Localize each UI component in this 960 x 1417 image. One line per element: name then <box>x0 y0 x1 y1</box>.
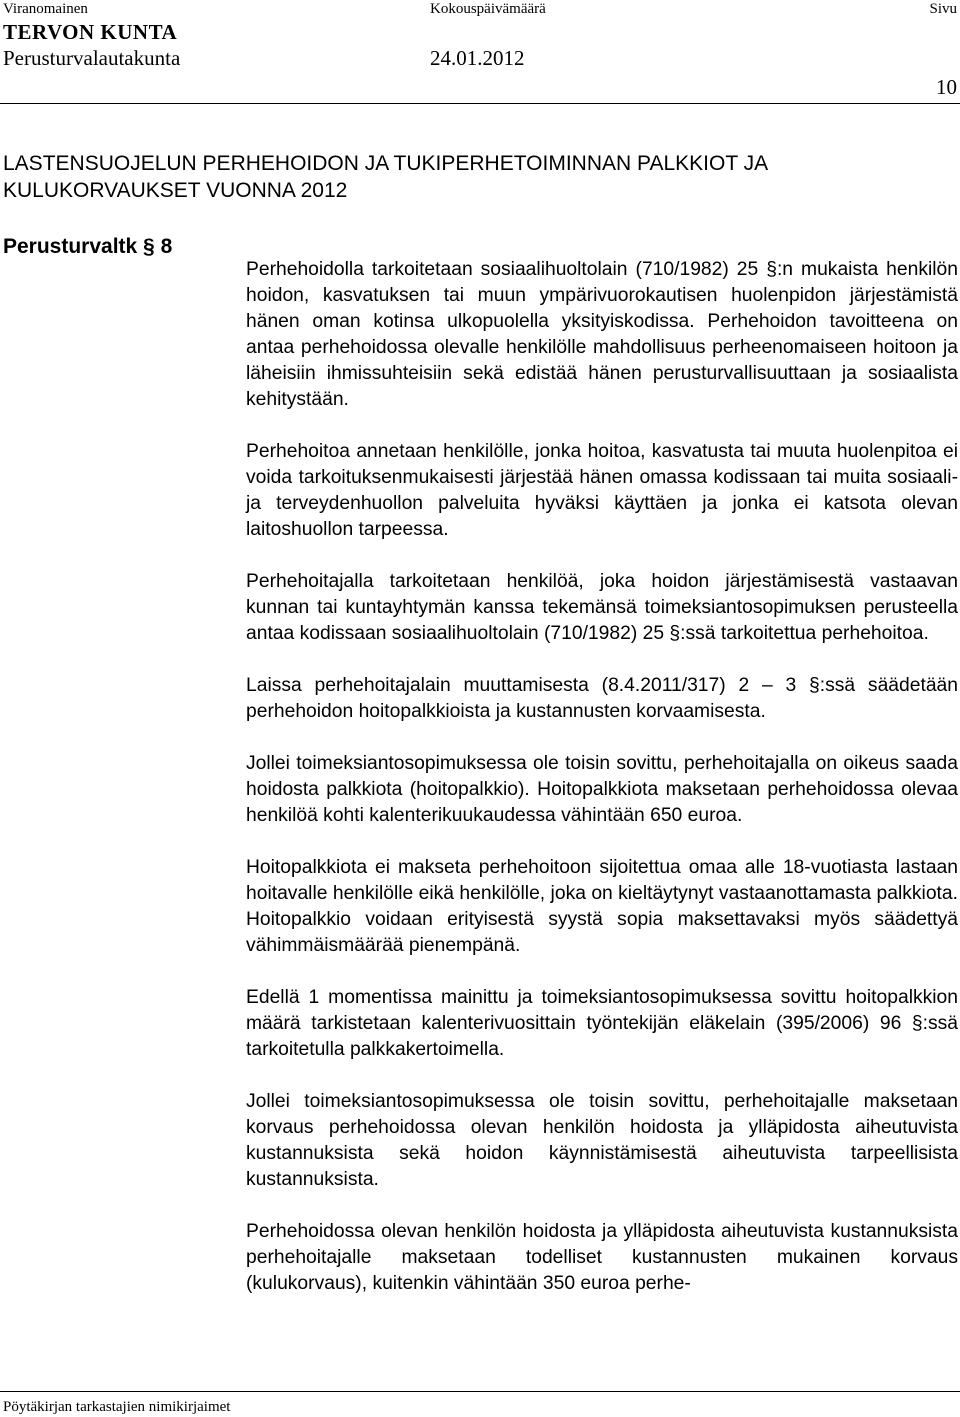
header-divider <box>0 103 960 104</box>
document-body <box>246 257 958 1323</box>
footer-divider <box>0 1391 960 1392</box>
meeting-date: 24.01.2012 <box>430 46 525 70</box>
meeting-date-column-label: Kokouspäivämäärä <box>430 1 546 17</box>
paragraph: Perhehoitajalla tarkoitetaan henkilöä, joka hoidon järjestämisestä vastaavan kunnan tai kuntayhtymän kanssa tekemänsä toimeksiantosopimuksen perusteella antaa kodissaan sosiaalihuoltolain (710/1982) 25 §:ssä tarkoitettua perhehoitoa. <box>246 571 958 644</box>
organization-name: TERVON KUNTA <box>3 20 178 44</box>
paragraph: Perhehoidossa olevan henkilön hoidosta ja ylläpidosta aiheutuvista kustannuksista perhehoitajalle maksetaan todelliset kustannusten mukainen korvaus (kulukorvaus), kuitenkin vähintään 350 euroa perhe- <box>246 1221 958 1294</box>
committee-name: Perusturvalautakunta <box>3 46 181 70</box>
document-title: LASTENSUOJELUN PERHEHOIDON JA TUKIPERHETOIMINNAN PALKKIOT JA KULUKORVAUKSET VUONNA 2012 <box>3 152 767 202</box>
page-column-label: Sivu <box>929 1 957 17</box>
footer-initials-label: Pöytäkirjan tarkastajien nimikirjaimet <box>3 1399 231 1415</box>
paragraph: Perhehoitoa annetaan henkilölle, jonka hoitoa, kasvatusta tai muuta huolenpitoa ei voida tarkoituksenmukaisesti järjestää hänen omassa kodissaan tai muita sosiaali- ja terveydenhuollon palveluita hyväksi käyttäen ja jonka ei katsota olevan laitoshuollon tarpeessa. <box>246 441 958 540</box>
authority-column-label: Viranomainen <box>3 1 88 17</box>
paragraph: Jollei toimeksiantosopimuksessa ole toisin sovittu, perhehoitajalla on oikeus saada hoidosta palkkiota (hoitopalkkio). Hoitopalkkiota maksetaan perhehoidossa olevaa henkilöä kohti kalenterikuukaudessa vähintään 650 euroa. <box>246 753 958 826</box>
paragraph: Jollei toimeksiantosopimuksessa ole toisin sovittu, perhehoitajalle maksetaan korvaus perhehoidossa olevan henkilön hoidosta ja ylläpidosta aiheutuvista kustannuksista sekä hoidon käynnistämisestä aiheutuvista tarpeellisista kustannuksista. <box>246 1091 958 1190</box>
page-number: 10 <box>936 75 957 99</box>
section-reference: Perusturvaltk § 8 <box>3 235 173 258</box>
paragraph: Hoitopalkkiota ei makseta perhehoitoon sijoitettua omaa alle 18-vuotiasta lastaan hoitavalle henkilölle eikä henkilölle, joka on kieltäytynyt vastaanottamasta palkkiota. Hoitopalkkio voidaan erityisestä syystä sopia maksettavaksi myös säädettyä vähimmäismäärää pienempänä. <box>246 857 958 956</box>
paragraph: Perhehoidolla tarkoitetaan sosiaalihuoltolain (710/1982) 25 §:n mukaista henkilön hoidon, kasvatuksen tai muun ympärivuorokautisen huolenpidon järjestämistä hänen oman kotinsa ulkopuolella yksityiskodissa. Perhehoidon tavoitteena on antaa perhehoidossa olevalle henkilölle mahdollisuus perheenomaiseen hoitoon ja läheisiin ihmissuhteisiin sekä edistää hänen perusturvallisuuttaan ja sosiaalista kehitystään. <box>246 259 958 410</box>
paragraph: Edellä 1 momentissa mainittu ja toimeksiantosopimuksessa sovittu hoitopalkkion määrä tarkistetaan kalenterivuosittain työntekijän eläkelain (395/2006) 96 §:ssä tarkoitetulla palkkakertoimella. <box>246 987 958 1060</box>
paragraph: Laissa perhehoitajalain muuttamisesta (8.4.2011/317) 2 – 3 §:ssä säädetään perhehoidon hoitopalkkioista ja kustannusten korvaamisesta. <box>246 675 958 722</box>
